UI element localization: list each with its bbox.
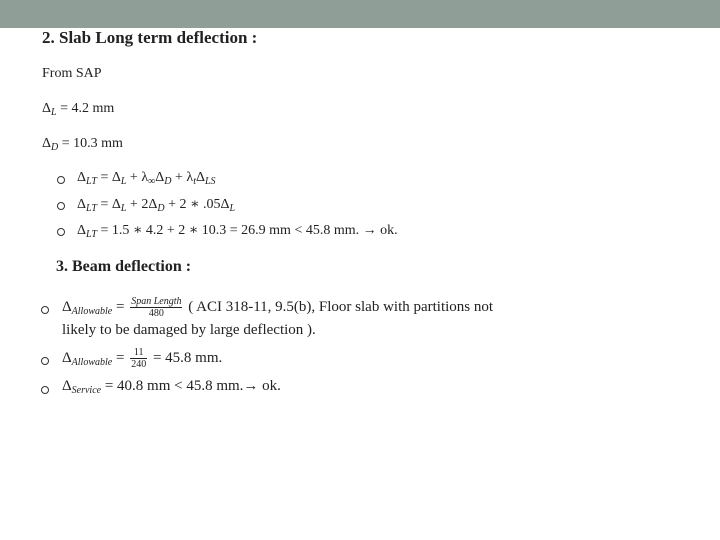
section-heading-slab: 2. Slab Long term deflection : (42, 28, 258, 47)
live-load-deflection: $\Delta_L = 4.2$ mm (42, 101, 115, 118)
beam-allowable-1: $\Delta_{Allowable}$ = $\frac{\text{Span Length}}{480}$ ( ACI 318-11, 9.5(b), Floor slab with partitions not (62, 296, 494, 319)
bullet-icon (57, 176, 65, 184)
source-note: From SAP (42, 66, 102, 81)
slab-formula-3: $\Delta_{LT} = 1.5$ ∗ 4.2 + 2 ∗ 10.3 = 26.9 mm < 45.8 mm. → ok. (77, 223, 398, 240)
bullet-icon (41, 386, 49, 394)
bullet-icon (41, 357, 49, 365)
dead-load-deflection: $\Delta_D = 10.3$ mm (42, 136, 123, 153)
bullet-icon (57, 202, 65, 210)
beam-allowable-2: $\Delta_{Allowable}$ = $\frac{11}{240}$ = 45.8 mm. (62, 347, 223, 370)
beam-allowable-1-continued: likely to be damaged by large deflection ). (62, 322, 316, 338)
bullet-icon (41, 306, 49, 314)
slab-formula-1: $\Delta_{LT} = \Delta_L + \lambda_\infty\Delta_D + \lambda_t\Delta_{LS}$ (77, 170, 216, 187)
top-banner (0, 0, 720, 28)
fraction: $\frac{\text{Span Length}}{480}$ (131, 296, 182, 319)
section-heading-beam: 3. Beam deflection : (56, 258, 192, 275)
beam-service: $\Delta_{Service} = 40.8$ mm < 45.8 mm.→ ok. (62, 378, 281, 396)
slab-formula-2: $\Delta_{LT} = \Delta_L + 2\Delta_D + 2$ ∗ $.05\Delta_L$ (77, 197, 236, 214)
fraction: $\frac{11}{240}$ (131, 347, 147, 370)
bullet-icon (57, 228, 65, 236)
